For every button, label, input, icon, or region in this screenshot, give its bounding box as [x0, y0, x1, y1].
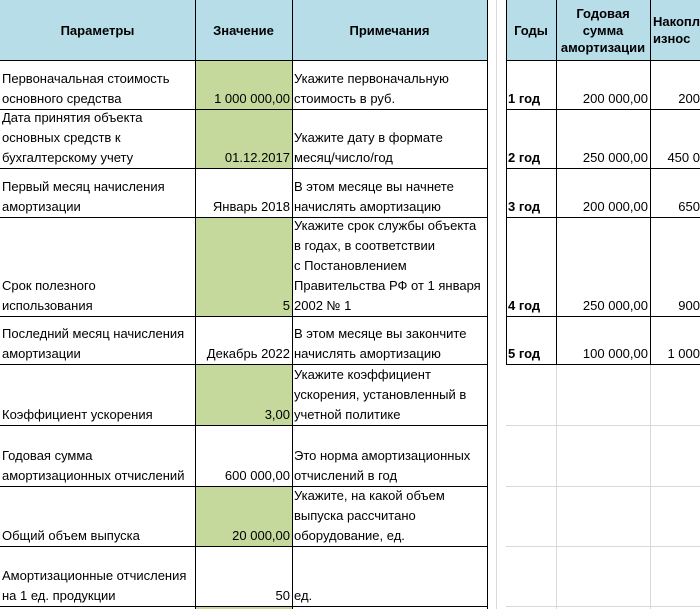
- cell-text-line: Коэффициент ускорения: [2, 407, 153, 422]
- grid-line: [506, 486, 700, 487]
- cell-text-line: месяц/число/год: [294, 150, 393, 165]
- grid-line: [0, 217, 487, 218]
- grid-line: [0, 316, 487, 317]
- accum-cell[interactable]: 200: [678, 91, 700, 106]
- cell-text-line: Первый месяц начисления: [2, 179, 165, 194]
- cell-text-line: Годовая: [576, 5, 630, 21]
- cell-text-line: с Постановлением: [294, 258, 407, 273]
- param-cell[interactable]: [0, 60, 195, 109]
- cell-text-line: Укажите дату в формате: [294, 130, 443, 145]
- grid-line: [506, 364, 700, 365]
- grid-line: [506, 217, 700, 218]
- header-accum[interactable]: [650, 0, 700, 60]
- cell-text-line: использования: [2, 298, 93, 313]
- grid-line: [0, 364, 487, 365]
- cell-text-line: основного средства: [2, 91, 122, 106]
- header-value[interactable]: Значение: [195, 0, 292, 60]
- annual-cell[interactable]: 200 000,00: [582, 91, 648, 106]
- param-cell[interactable]: [0, 168, 195, 217]
- grid-line: [556, 364, 557, 609]
- param-cell[interactable]: [0, 217, 195, 316]
- value-cell[interactable]: 600 000,00: [224, 468, 290, 483]
- cell-text-line: Укажите срок службы объекта: [294, 218, 477, 233]
- param-cell[interactable]: [0, 425, 195, 486]
- grid-line: [0, 168, 487, 169]
- param-cell[interactable]: [0, 364, 195, 425]
- cell-text-line: амортизации: [2, 346, 81, 361]
- cell-text-line: Укажите коэффициент: [294, 367, 431, 382]
- grid-line: [0, 109, 487, 110]
- note-cell[interactable]: [292, 364, 487, 425]
- year-cell[interactable]: 3 год: [508, 199, 541, 214]
- note-cell[interactable]: [292, 168, 487, 217]
- cell-text-line: Годовая сумма: [2, 448, 93, 463]
- cell-text-line: Укажите, на какой объем: [294, 488, 445, 503]
- annual-cell[interactable]: 100 000,00: [582, 346, 648, 361]
- cell-text-line: Срок полезного: [2, 278, 96, 293]
- year-cell[interactable]: 4 год: [508, 298, 541, 313]
- grid-line: [506, 168, 700, 169]
- grid-line: [0, 606, 487, 607]
- cell-text-line: отчислений в год: [294, 468, 398, 483]
- value-cell[interactable]: 5: [195, 217, 292, 316]
- annual-cell[interactable]: 250 000,00: [582, 298, 648, 313]
- grid-line: [556, 0, 557, 364]
- cell-text-line: стоимость в руб.: [294, 91, 396, 106]
- cell-text-line: сумма: [582, 22, 624, 38]
- year-cell[interactable]: 5 год: [508, 346, 541, 361]
- cell-text-line: Правительства РФ от 1 января: [294, 278, 481, 293]
- cell-text-line: Накопл: [653, 14, 700, 29]
- grid-line: [0, 60, 487, 61]
- grid-line: [650, 0, 651, 364]
- grid-line: [506, 425, 700, 426]
- grid-line: [506, 606, 700, 607]
- accum-cell[interactable]: 1 000: [667, 346, 700, 361]
- grid-line: [650, 364, 651, 609]
- cell-text-line: бухгалтерскому учету: [2, 150, 134, 165]
- cell-text-line: на 1 ед. продукции: [2, 588, 116, 603]
- accum-cell[interactable]: 650: [678, 199, 700, 214]
- cell-text-line: Дата принятия объекта: [2, 110, 143, 125]
- cell-text-line: амортизационных отчислений: [2, 468, 185, 483]
- cell-text-line: ускорения, установленный в: [294, 387, 467, 402]
- note-cell[interactable]: [292, 217, 487, 316]
- cell-text-line: амортизации: [2, 199, 81, 214]
- value-cell[interactable]: Январь 2018: [212, 199, 290, 214]
- cell-text-line: оборудование, ед.: [294, 528, 405, 543]
- cell-text-line: Общий объем выпуска: [2, 528, 140, 543]
- cell-text-line: Последний месяц начисления: [2, 326, 185, 341]
- year-cell[interactable]: 2 год: [508, 150, 541, 165]
- grid-line: [487, 0, 488, 609]
- header-annual[interactable]: [556, 0, 650, 60]
- header-year[interactable]: Годы: [506, 0, 556, 60]
- cell-text-line: основных средств к: [2, 130, 121, 145]
- cell-text-line: Это норма амортизационных: [294, 448, 471, 463]
- grid-line: [292, 0, 293, 609]
- param-cell[interactable]: [0, 486, 195, 546]
- grid-line: [506, 109, 700, 110]
- header-param[interactable]: Параметры: [0, 0, 195, 60]
- cell-text-line: В этом месяце вы начнете: [294, 179, 454, 194]
- accum-cell[interactable]: 900: [678, 298, 700, 313]
- value-cell[interactable]: 50: [275, 588, 290, 603]
- cell-text-line: Укажите первоначальную: [294, 71, 449, 86]
- header-note[interactable]: Примечания: [292, 0, 487, 60]
- note-cell[interactable]: [292, 316, 487, 364]
- grid-line: [0, 546, 487, 547]
- value-cell[interactable]: 3,00: [195, 364, 292, 425]
- cell-text-line: выпуска рассчитано: [294, 508, 416, 523]
- cell-text-line: начислять амортизацию: [294, 346, 441, 361]
- cell-text-line: Первоначальная стоимость: [2, 71, 170, 86]
- cell-text-line: 2002 № 1: [294, 298, 352, 313]
- year-cell[interactable]: 1 год: [508, 91, 541, 106]
- param-cell[interactable]: [0, 546, 195, 606]
- grid-line: [506, 316, 700, 317]
- param-cell[interactable]: [0, 109, 195, 168]
- value-cell[interactable]: 1 000 000,00: [195, 60, 292, 109]
- cell-text-line: износ: [653, 31, 691, 46]
- grid-line: [0, 425, 487, 426]
- grid-line: [496, 0, 497, 609]
- value-cell[interactable]: 01.12.2017: [195, 109, 292, 168]
- cell-text-line: начислять амортизацию: [294, 199, 441, 214]
- grid-line: [0, 486, 487, 487]
- grid-line: [506, 0, 507, 364]
- annual-cell[interactable]: 250 000,00: [582, 150, 648, 165]
- param-cell[interactable]: [0, 316, 195, 364]
- grid-line: [195, 0, 196, 609]
- cell-text-line: амортизации: [560, 39, 646, 55]
- value-cell[interactable]: 20 000,00: [195, 486, 292, 546]
- cell-text-line: в годах, в соответствии: [294, 238, 436, 253]
- grid-line: [506, 546, 700, 547]
- value-cell[interactable]: Декабрь 2022: [206, 346, 290, 361]
- accum-cell[interactable]: 450 0: [667, 150, 700, 165]
- note-cell[interactable]: [292, 60, 487, 109]
- grid-line: [506, 60, 700, 61]
- cell-text-line: В этом месяце вы закончите: [294, 326, 467, 341]
- note-cell[interactable]: [292, 109, 487, 168]
- cell-text-line: учетной политике: [294, 407, 401, 422]
- annual-cell[interactable]: 200 000,00: [582, 199, 648, 214]
- note-cell[interactable]: [292, 546, 487, 606]
- note-cell[interactable]: [292, 425, 487, 486]
- cell-text-line: Амортизационные отчисления: [2, 568, 187, 583]
- note-cell[interactable]: [292, 486, 487, 546]
- cell-text-line: ед.: [294, 588, 313, 603]
